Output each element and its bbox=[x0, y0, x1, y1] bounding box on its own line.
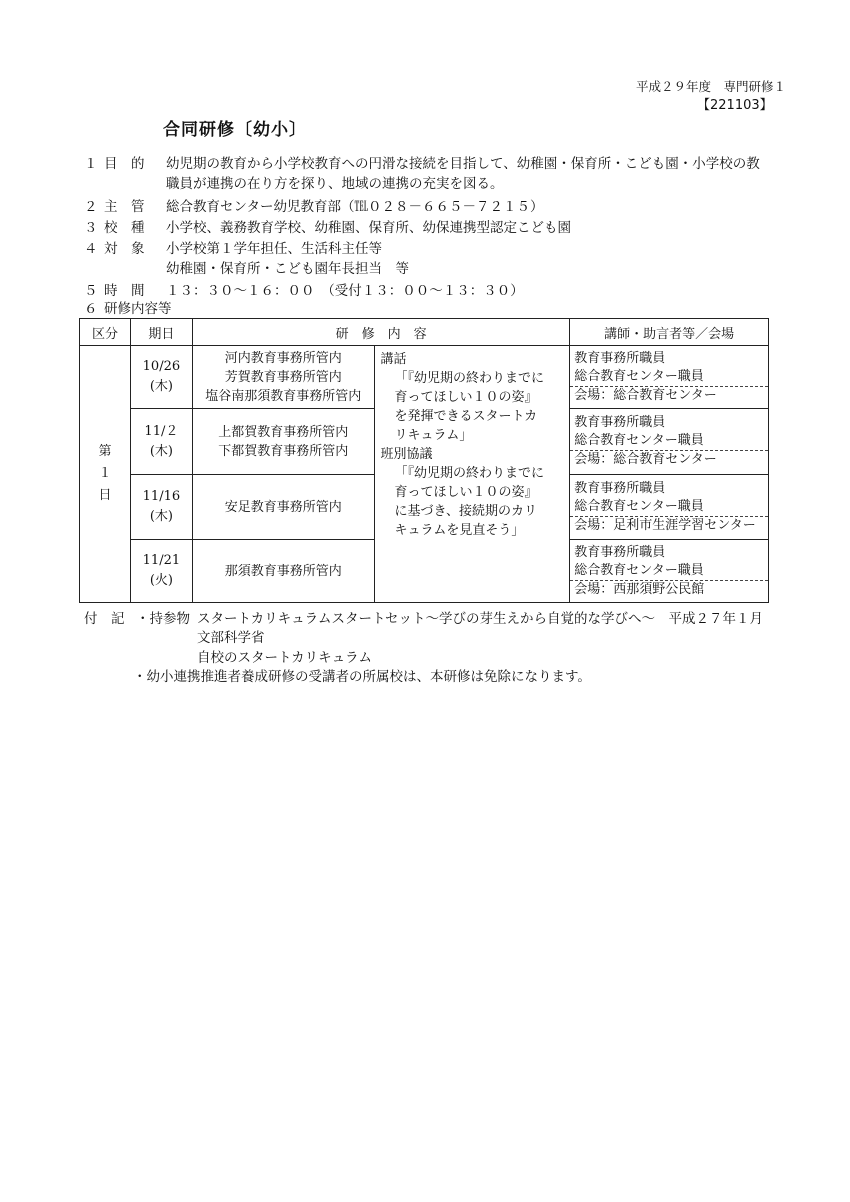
instructor-text: 教育事務所職員 bbox=[574, 415, 666, 430]
date-cell bbox=[130, 475, 192, 540]
section-label: 校 種 bbox=[104, 220, 145, 236]
date-cell bbox=[130, 346, 192, 409]
day-text: １ bbox=[98, 466, 112, 481]
area-text: 塩谷南那須教育事務所管内 bbox=[205, 388, 362, 404]
section-label: 時 間 bbox=[104, 283, 145, 299]
table-header-row bbox=[80, 319, 769, 346]
section-text: 職員が連携の在り方を探り、地域の連携の充実を図る。 bbox=[166, 176, 504, 192]
section-text: 小学校、義務教育学校、幼稚園、保育所、幼保連携型認定こども園 bbox=[166, 220, 571, 236]
weekday-text: (木) bbox=[149, 509, 173, 524]
content-heading: 班別協議 bbox=[380, 447, 433, 462]
section-label: 目 的 bbox=[104, 156, 145, 172]
instructor-text: 教育事務所職員 bbox=[574, 544, 666, 560]
area-text: 上都賀教育事務所管内 bbox=[218, 424, 349, 440]
section-text: 総合教育センター幼児教育部（℡０２８－６６５－７２１５） bbox=[166, 199, 544, 215]
section-school-types bbox=[84, 218, 571, 238]
content-text: 「『幼児期の終わりまでに bbox=[394, 371, 545, 386]
instructor-text: 教育事務所職員 bbox=[574, 480, 666, 496]
date-text: 11/21 bbox=[142, 553, 181, 568]
section-number: ４ bbox=[84, 241, 98, 257]
content-heading: 講話 bbox=[380, 352, 407, 367]
notes-item1-line: 自校のスタートカリキュラム bbox=[197, 650, 372, 666]
content-text: 「『幼児期の終わりまでに bbox=[394, 466, 545, 481]
section-label: 研修内容等 bbox=[104, 301, 172, 317]
area-cell bbox=[192, 409, 374, 475]
area-cell bbox=[192, 475, 374, 540]
instructor-text: 総合教育センター職員 bbox=[574, 368, 704, 384]
area-text: 安足教育事務所管内 bbox=[224, 499, 342, 515]
weekday-text: (木) bbox=[149, 443, 173, 459]
content-text: 育ってほしい１０の姿』 bbox=[394, 485, 538, 500]
date-text: 11/16 bbox=[142, 489, 181, 504]
section-content-heading bbox=[84, 299, 172, 319]
header-content: 研 修 内 容 bbox=[192, 319, 569, 346]
header-instructors: 講師・助言者等／会場 bbox=[570, 319, 769, 346]
section-text: １３：３０～１６：００ （受付１３：００～１３：３０） bbox=[166, 283, 524, 299]
venue-text: 会場：西那須野公民館 bbox=[570, 580, 768, 599]
instructor-cell bbox=[570, 346, 769, 409]
section-organizer bbox=[84, 197, 543, 217]
section-label: 対 象 bbox=[104, 241, 145, 257]
content-text: キュラムを見直そう」 bbox=[394, 523, 525, 538]
table-row bbox=[80, 346, 769, 409]
area-cell bbox=[192, 540, 374, 603]
instructor-cell bbox=[570, 540, 769, 603]
course-code: 【221103】 bbox=[697, 98, 773, 113]
notes-label: 付 記 bbox=[84, 611, 125, 627]
instructor-text: 総合教育センター職員 bbox=[574, 433, 704, 448]
date-text: 11/２ bbox=[144, 423, 179, 439]
area-cell bbox=[192, 346, 374, 409]
venue-text: 会場：総合教育センター bbox=[570, 386, 768, 405]
area-text: 河内教育事務所管内 bbox=[224, 350, 342, 366]
section-text: 小学校第１学年担任、生活科主任等 bbox=[166, 241, 382, 257]
notes-item1-line: スタートカリキュラムスタートセット～学びの芽生えから自覚的な学びへ～ 平成２７年１月 bbox=[197, 611, 764, 627]
day-text: 日 bbox=[98, 488, 112, 503]
weekday-text: (火) bbox=[149, 573, 173, 588]
instructor-cell bbox=[570, 409, 769, 475]
content-text: 育ってほしい１０の姿』 bbox=[394, 390, 538, 405]
venue-text: 会場：総合教育センター bbox=[570, 450, 768, 469]
section-text: 幼稚園・保育所・こども園年長担当 等 bbox=[166, 261, 409, 277]
instructor-text: 教育事務所職員 bbox=[574, 350, 666, 366]
area-text: 芳賀教育事務所管内 bbox=[224, 369, 342, 385]
content-text: を発揮できるスタートカ bbox=[394, 409, 538, 424]
content-text: リキュラム」 bbox=[394, 428, 473, 443]
section-time bbox=[84, 281, 524, 301]
header-category: 区分 bbox=[80, 319, 131, 346]
section-purpose bbox=[84, 154, 760, 194]
area-text: 下都賀教育事務所管内 bbox=[218, 443, 349, 459]
notes-item2: ・幼小連携推進者養成研修の受講者の所属校は、本研修は免除になります。 bbox=[133, 669, 591, 685]
section-number: ２ bbox=[84, 199, 98, 215]
content-text: に基づき、接続期のカリ bbox=[394, 504, 538, 519]
area-text: 那須教育事務所管内 bbox=[224, 563, 342, 579]
header-date: 期日 bbox=[130, 319, 192, 346]
day-cell bbox=[80, 346, 131, 603]
date-cell bbox=[130, 409, 192, 475]
year-course-label: 平成２９年度 専門研修１ bbox=[636, 79, 787, 94]
page-title: 合同研修〔幼小〕 bbox=[163, 120, 307, 140]
date-text: 10/26 bbox=[142, 359, 181, 374]
section-number: ６ bbox=[84, 301, 98, 317]
section-number: １ bbox=[84, 156, 98, 172]
section-number: ３ bbox=[84, 220, 98, 236]
day-text: 第 bbox=[98, 444, 112, 459]
content-cell bbox=[374, 346, 570, 603]
venue-text: 会場：足利市生涯学習センター bbox=[570, 516, 768, 535]
notes-item1-label: ・持参物 bbox=[136, 611, 190, 627]
section-target bbox=[84, 239, 409, 279]
date-cell bbox=[130, 540, 192, 603]
section-text: 幼児期の教育から小学校教育への円滑な接続を目指して、幼稚園・保育所・こども園・小学校の教 bbox=[166, 156, 760, 172]
instructor-text: 総合教育センター職員 bbox=[574, 562, 704, 578]
section-number: ５ bbox=[84, 283, 98, 299]
weekday-text: (木) bbox=[149, 379, 173, 394]
section-label: 主 管 bbox=[104, 199, 145, 215]
schedule-table bbox=[79, 318, 769, 603]
instructor-cell bbox=[570, 475, 769, 540]
instructor-text: 総合教育センター職員 bbox=[574, 498, 704, 514]
notes-item1-line: 文部科学省 bbox=[197, 630, 265, 646]
